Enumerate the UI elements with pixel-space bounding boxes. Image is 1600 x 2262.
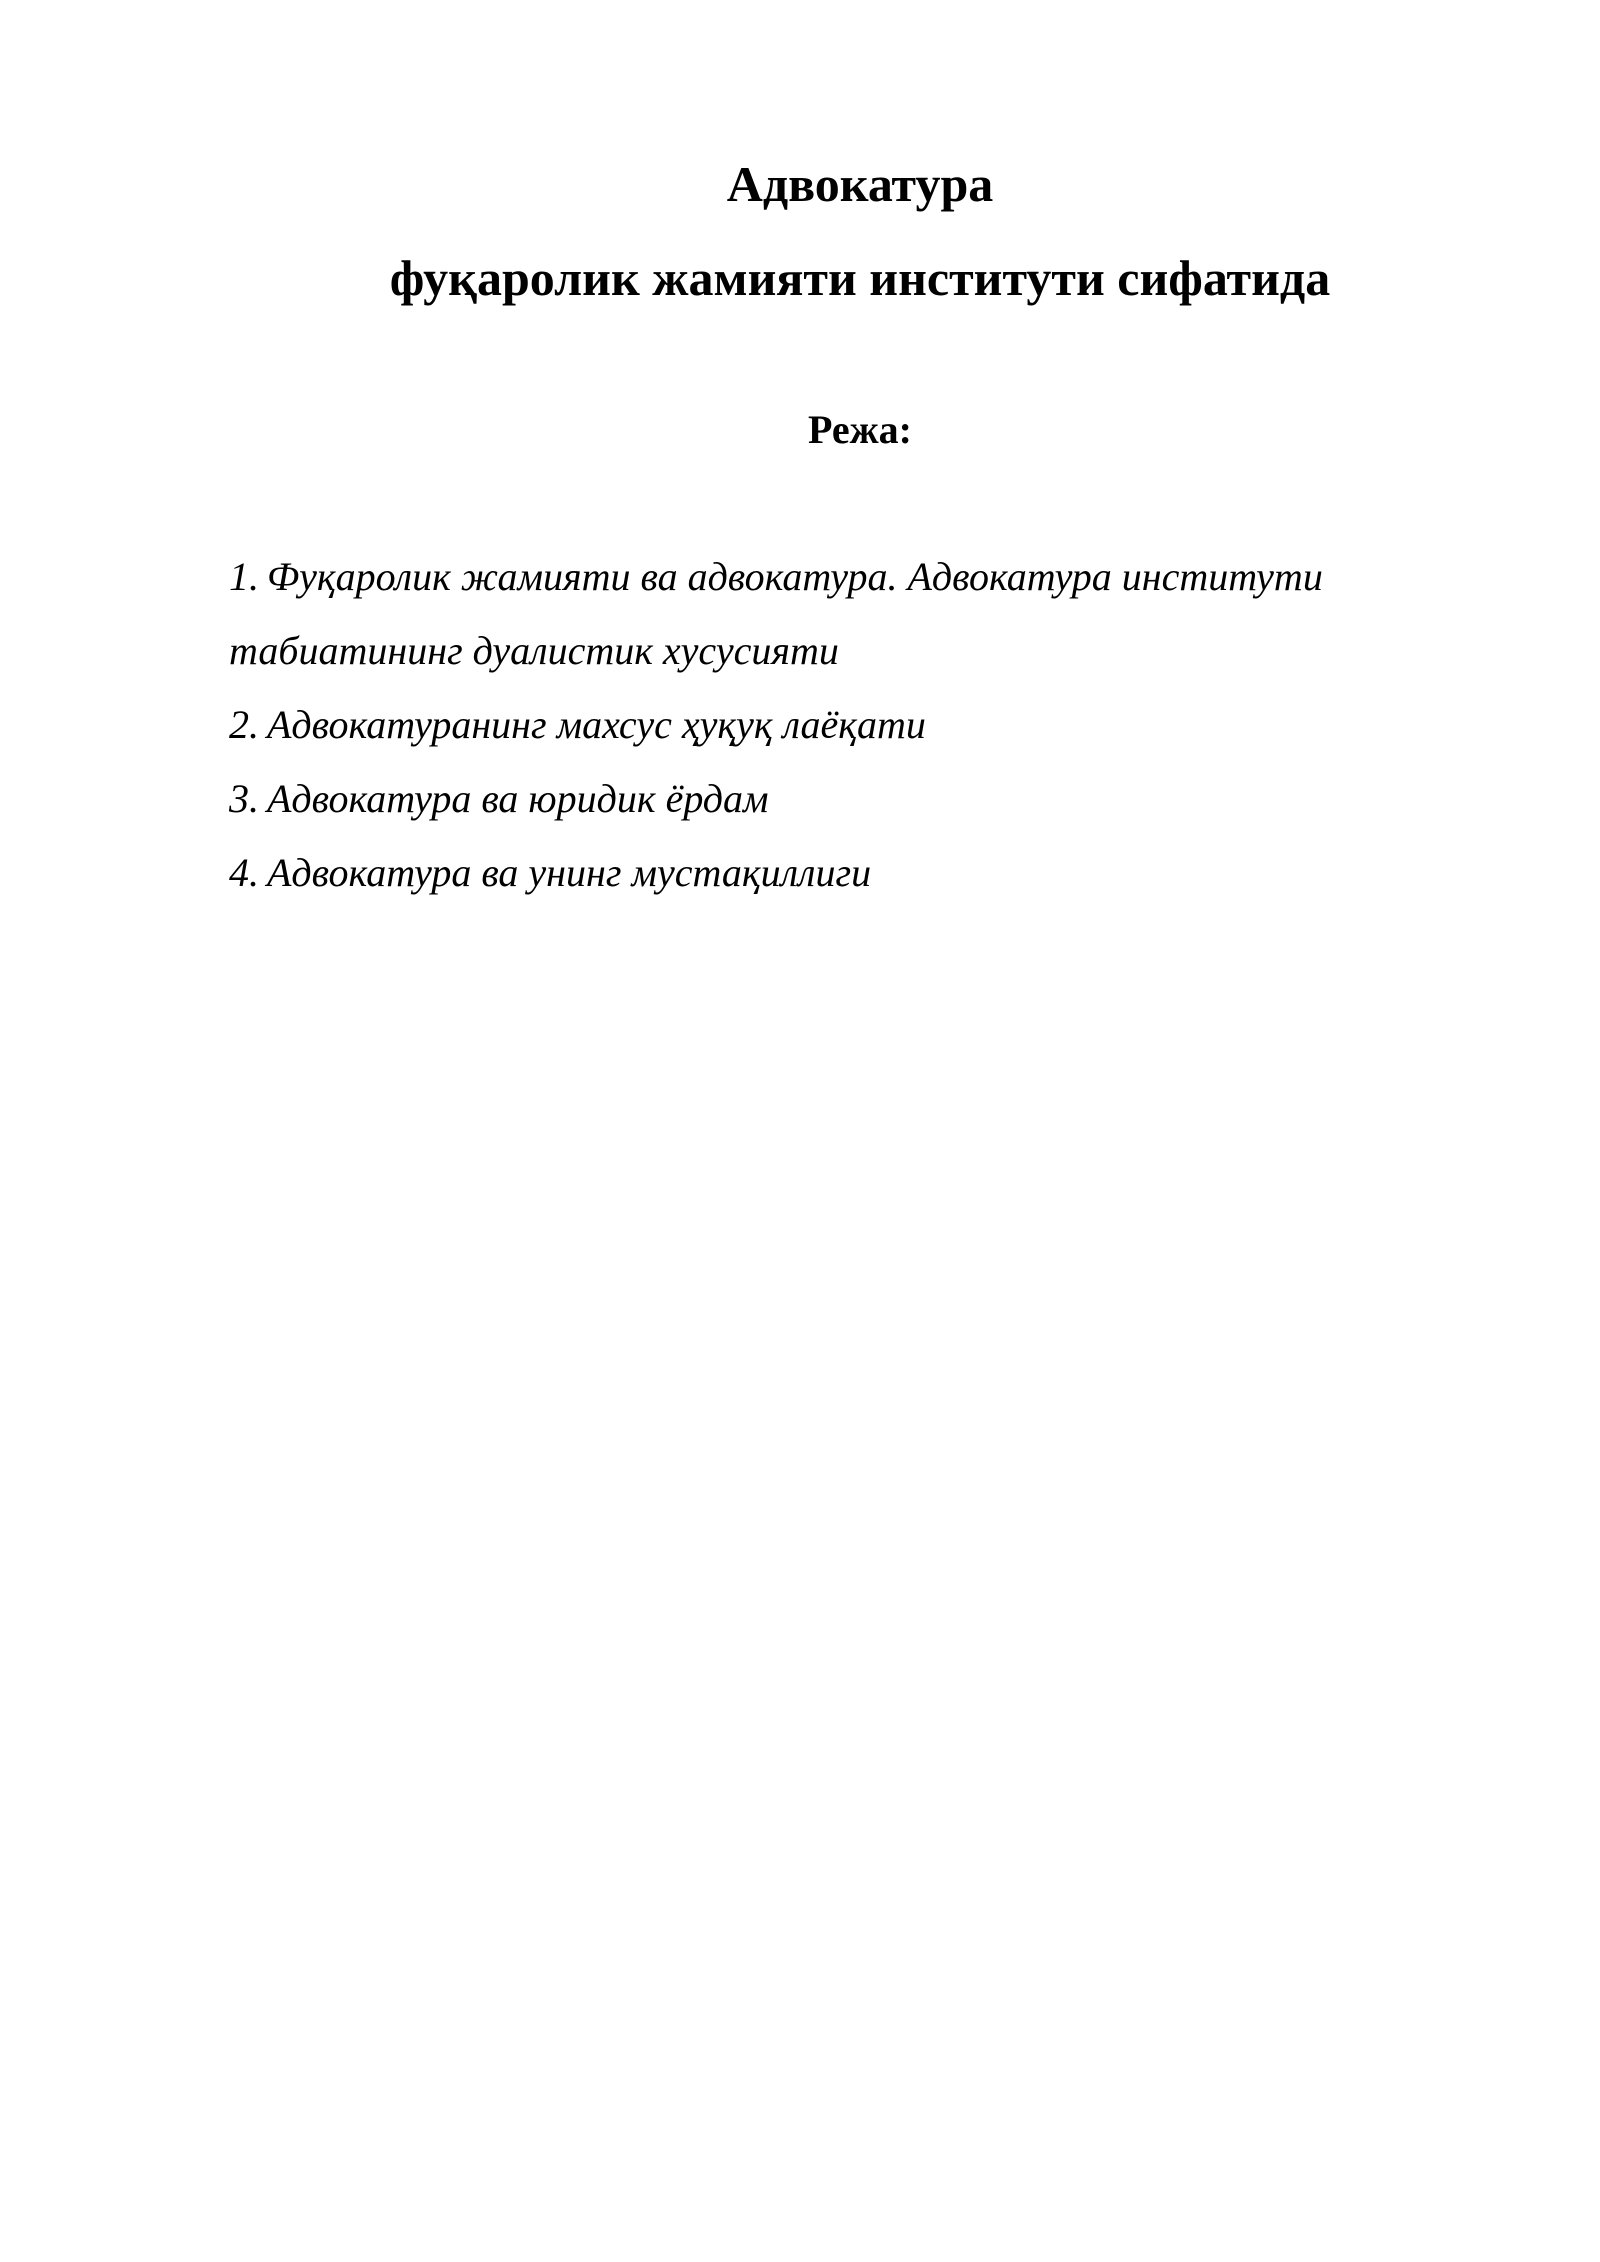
plan-item-text: Адвокатура ва унинг мустақиллиги: [267, 850, 872, 895]
plan-item-3: [229, 762, 1449, 836]
plan-item-2: [229, 688, 1449, 762]
plan-item-text: Адвокатура ва юридик ёрдам: [267, 776, 769, 821]
plan-item-number: 4.: [229, 850, 259, 895]
plan-item-number: 3.: [229, 776, 259, 821]
page-subtitle: фуқаролик жамияти институти сифатида: [389, 250, 1331, 306]
plan-item-number: 2.: [229, 702, 259, 747]
plan-list: [229, 540, 1449, 910]
plan-item-1: [229, 540, 1449, 688]
plan-item-text: Фуқаролик жамияти ва адвокатура. Адвокатура институти табиатининг дуалистик хусусияти: [229, 554, 1323, 673]
page-title: Адвокатура: [726, 156, 994, 212]
plan-heading: Режа:: [808, 407, 912, 452]
plan-item-text: Адвокатуранинг махсус ҳуқуқ лаёқати: [267, 702, 926, 747]
plan-item-number: 1.: [229, 554, 259, 599]
plan-item-4: [229, 836, 1449, 910]
